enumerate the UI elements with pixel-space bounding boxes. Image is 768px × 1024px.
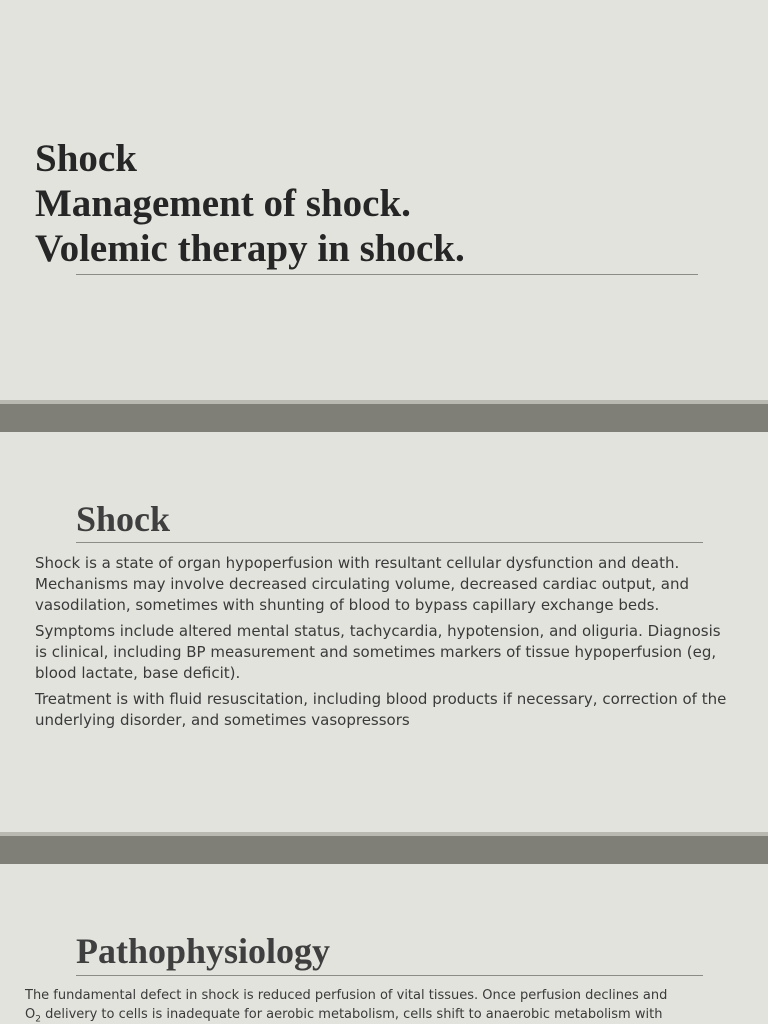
slide-heading: Pathophysiology bbox=[76, 931, 331, 971]
heading-underline bbox=[76, 975, 703, 976]
slide-separator bbox=[0, 832, 768, 836]
slide-body bbox=[35, 553, 735, 736]
paragraph-line: The fundamental defect in shock is reduced perfusion of vital tissues. Once perfusion declines and bbox=[25, 988, 668, 1003]
subscript: 2 bbox=[35, 1014, 41, 1024]
paragraph: Shock is a state of organ hypoperfusion with resultant cellular dysfunction and death. Mechanisms may involve decreased circulating volume, decreased cardiac output, and vasodilation, sometimes with shunting of blood to bypass capillary exchange beds. bbox=[35, 554, 689, 614]
slide-title bbox=[0, 0, 768, 400]
title-line-3: Volemic therapy in shock. bbox=[35, 227, 465, 270]
text-fragment: delivery to cells is inadequate for aerobic metabolism, cells shift to anaerobic metabolism with bbox=[40, 1007, 663, 1022]
title-line-1: Shock bbox=[35, 137, 137, 180]
slide-pathophysiology bbox=[0, 864, 768, 1024]
title-line-2: Management of shock. bbox=[35, 182, 411, 225]
text-fragment: O bbox=[25, 1007, 36, 1022]
paragraph: Treatment is with fluid resuscitation, including blood products if necessary, correction of the underlying disorder, and sometimes vasopressors bbox=[35, 690, 727, 729]
slide-body bbox=[25, 986, 745, 1024]
paragraph-line bbox=[25, 1005, 745, 1024]
heading-underline bbox=[76, 542, 703, 543]
title-underline bbox=[76, 274, 698, 275]
title-block bbox=[35, 136, 465, 271]
slide-shock bbox=[0, 432, 768, 832]
slide-heading: Shock bbox=[76, 499, 171, 539]
paragraph: Symptoms include altered mental status, tachycardia, hypotension, and oliguria. Diagnosis is clinical, including BP measurement and sometimes markers of tissue hypoperfusion (eg, blood lactate, base deficit). bbox=[35, 622, 721, 682]
slide-separator bbox=[0, 400, 768, 404]
